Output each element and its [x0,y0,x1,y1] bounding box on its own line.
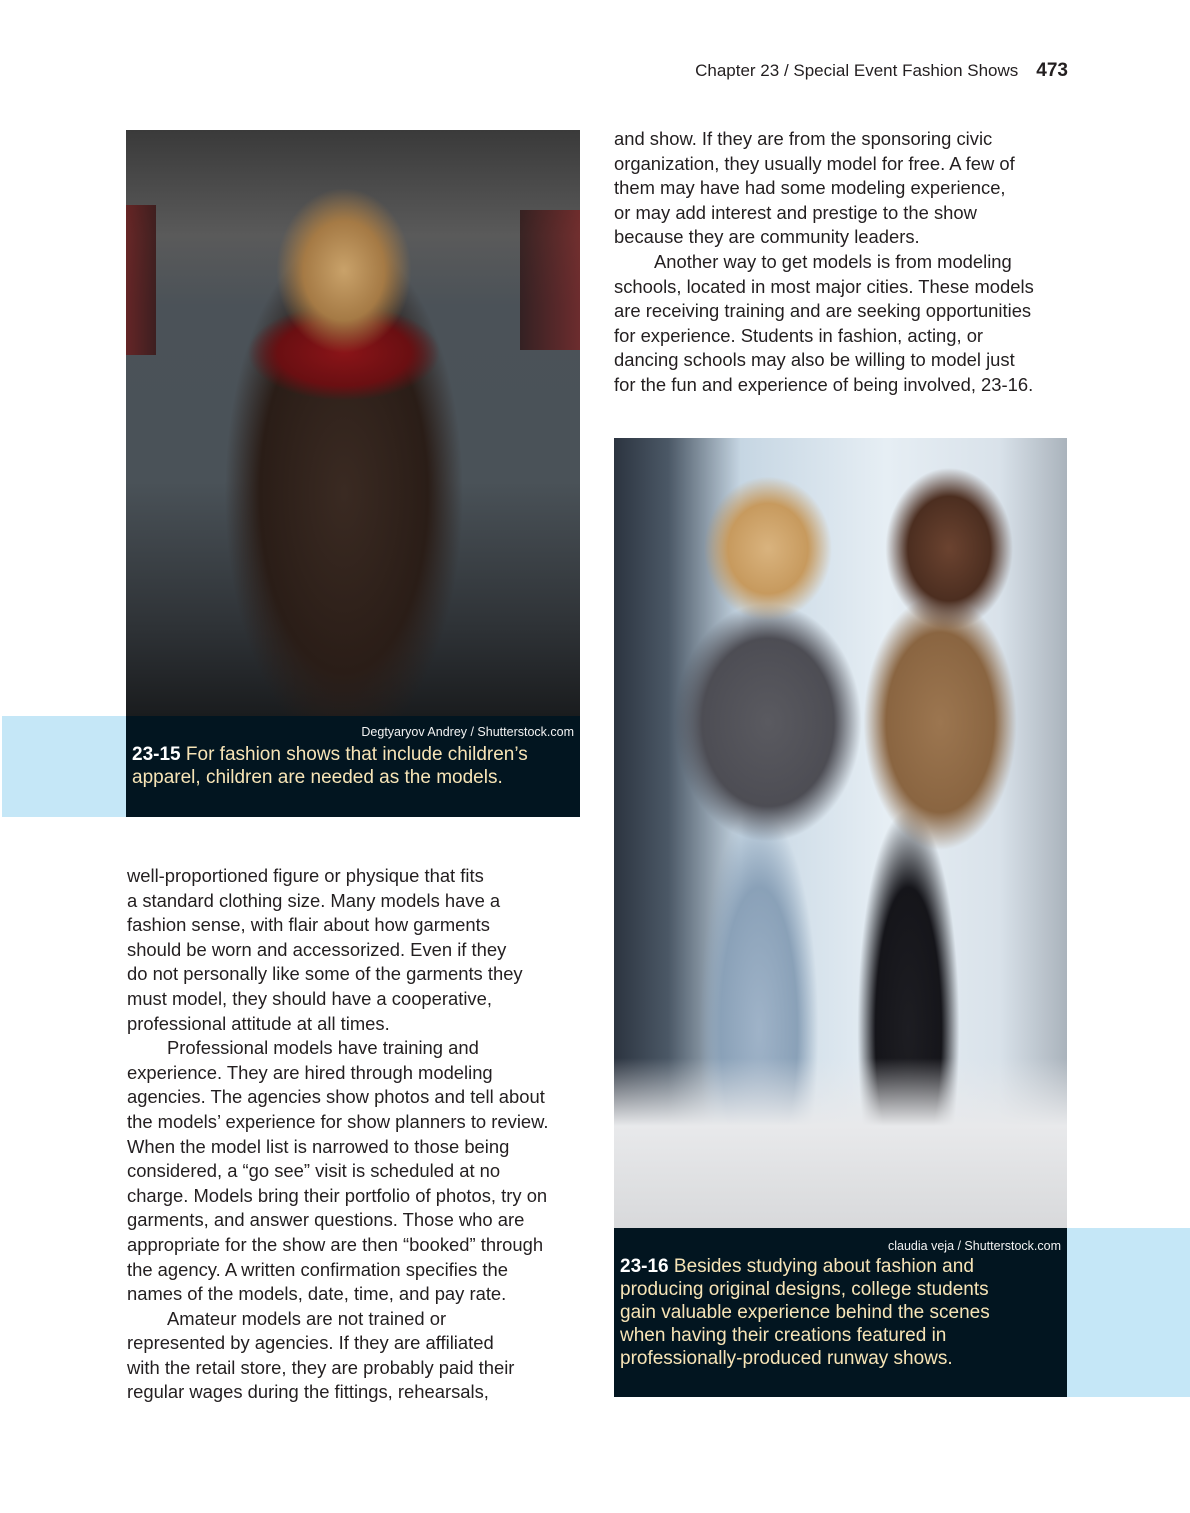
caption-line: when having their creations featured in [620,1325,947,1346]
text-line: do not personally like some of the garments they [127,963,523,985]
accent-band-left [2,716,128,817]
text-line: must model, they should have a cooperative, [127,987,492,1009]
caption-line: For fashion shows that include children’s [185,744,528,765]
runway-rail-right [520,210,580,350]
runway-floor [614,1058,1067,1228]
text-line: a standard clothing size. Many models have a [127,889,501,911]
figure-23-16-caption [614,1228,1067,1397]
text-line: Another way to get models is from modeling [654,250,1012,272]
caption-text [132,743,528,789]
text-line: schools, located in most major cities. These models [614,275,1034,297]
paragraph [127,1307,587,1405]
text-line: or may add interest and prestige to the show [614,201,977,223]
figure-23-15-photo [126,130,580,716]
text-line: and show. If they are from the sponsoring civic [614,128,993,149]
text-line: for experience. Students in fashion, acting, or [614,324,984,346]
text-line: represented by agencies. If they are affiliated [127,1332,494,1354]
photo-credit: claudia veja / Shutterstock.com [888,1239,1061,1253]
text-line: well-proportioned figure or physique that fits [127,865,484,886]
text-line: regular wages during the fittings, rehearsals, [127,1381,489,1403]
text-line: for the fun and experience of being involved, 23-16. [614,373,1034,395]
text-line: garments, and answer questions. Those who are [127,1209,525,1231]
text-line: Amateur models are not trained or [167,1307,447,1329]
text-line: dancing schools may also be willing to model just [614,349,1015,371]
paragraph [127,864,587,1036]
accent-band-right [1067,1228,1190,1397]
text-line: When the model list is narrowed to those being [127,1135,510,1157]
paragraph [127,1036,587,1307]
page-number: 473 [1036,60,1068,81]
running-header [695,60,1068,82]
runway-rail-left [126,205,156,355]
figure-23-15-caption [126,716,580,817]
text-line: experience. They are hired through modeling [127,1061,493,1083]
text-line: Professional models have training and [167,1037,479,1059]
text-line: are receiving training and are seeking opportunities [614,300,1032,322]
text-line: names of the models, date, time, and pay rate. [127,1283,507,1305]
text-line: them may have had some modeling experience, [614,177,1006,199]
caption-line: professionally-produced runway shows. [620,1348,953,1369]
text-line: with the retail store, they are probably paid their [127,1356,515,1378]
caption-line: Besides studying about fashion and [673,1256,974,1277]
text-line: the agency. A written confirmation specifies the [127,1258,508,1280]
caption-line: producing original designs, college students [620,1279,989,1300]
figure-23-16-photo [614,438,1067,1228]
text-line: the models’ experience for show planners to review. [127,1110,549,1132]
text-line: professional attitude at all times. [127,1012,390,1034]
paragraph [614,250,1084,398]
paragraph [614,127,1084,250]
left-column-text [127,864,587,1405]
caption-line: gain valuable experience behind the scenes [620,1302,990,1323]
text-line: fashion sense, with flair about how garments [127,914,490,936]
text-line: charge. Models bring their portfolio of photos, try on [127,1184,548,1206]
text-line: because they are community leaders. [614,226,920,248]
text-line: should be worn and accessorized. Even if they [127,938,507,960]
text-line: appropriate for the show are then “booked” through [127,1233,544,1255]
text-line: agencies. The agencies show photos and tell about [127,1086,545,1108]
caption-text [620,1255,990,1370]
text-line: organization, they usually model for free. A few of [614,152,1015,174]
figure-number: 23-15 [132,744,181,765]
running-head-title: Chapter 23 / Special Event Fashion Shows [695,61,1019,80]
figure-number: 23-16 [620,1256,669,1277]
text-line: considered, a “go see” visit is scheduled at no [127,1160,501,1182]
photo-credit: Degtyaryov Andrey / Shutterstock.com [361,725,574,739]
caption-line: apparel, children are needed as the models. [132,767,503,788]
right-column-text [614,127,1084,398]
